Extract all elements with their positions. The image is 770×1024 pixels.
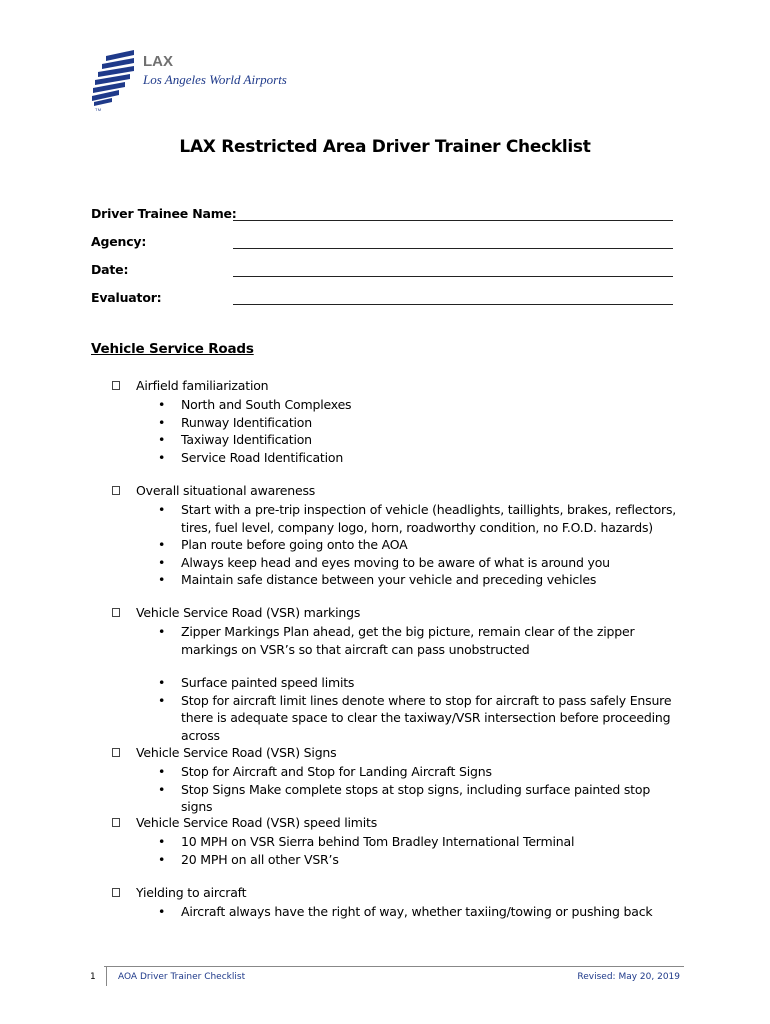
checklist-group-situational-awareness [112,483,682,589]
bullet-icon: • [158,764,166,779]
group-label: Yielding to aircraft [136,885,247,900]
bullet-icon: • [158,502,166,517]
bullet-icon: • [158,624,166,639]
bullet-icon: • [158,449,166,465]
footer-separator [106,966,107,986]
field-date [91,262,681,280]
page-number: 1 [90,972,96,982]
group-label: Vehicle Service Road (VSR) Signs [136,745,337,760]
footer-document-name: AOA Driver Trainer Checklist [118,972,246,982]
list-item: • Surface painted speed limits [158,675,355,691]
checkbox[interactable] [112,486,120,495]
list-item: • Zipper Markings Plan ahead, get the big picture, remain clear of the zipper markings on VSR’s so that aircraft can pass unobstructed [158,624,635,657]
fill-in-line[interactable] [233,304,673,305]
checkbox[interactable] [112,888,120,897]
list-item: • Stop for Aircraft and Stop for Landing Aircraft Signs [158,764,492,779]
group-label: Vehicle Service Road (VSR) speed limits [136,815,378,830]
bullet-icon: • [158,851,166,867]
list-item: • 10 MPH on VSR Sierra behind Tom Bradley International Terminal [158,834,575,849]
bullet-icon: • [158,554,166,570]
field-label: Date: [91,262,129,277]
checklist-group-yielding [112,885,682,921]
field-trainee-name [91,206,681,224]
bullet-icon: • [158,692,166,708]
logo-subtitle: Los Angeles World Airports [143,72,287,87]
logo-name: LAX [143,53,173,70]
bullet-icon: • [158,537,166,553]
group-label: Vehicle Service Road (VSR) markings [136,605,361,620]
list-item: • North and South Complexes [158,397,352,412]
checklist-group-vsr-markings [112,605,682,745]
section-heading: Vehicle Service Roads [91,341,254,357]
checklist-group-vsr-signs [112,745,682,816]
checkbox[interactable] [112,381,120,390]
checkbox[interactable] [112,748,120,757]
group-label: Airfield familiarization [136,378,269,393]
list-item: • Always keep head and eyes moving to be aware of what is around you [158,554,610,570]
field-label: Driver Trainee Name: [91,206,237,221]
checkbox[interactable] [112,608,120,617]
bullet-icon: • [158,432,166,448]
bullet-icon: • [158,414,166,430]
bullet-icon: • [158,904,166,919]
checklist-group-vsr-speed-limits [112,815,682,868]
field-label: Agency: [91,234,147,249]
field-evaluator [91,290,681,308]
fill-in-line[interactable] [233,248,673,249]
fill-in-line[interactable] [233,220,673,221]
list-item: • Maintain safe distance between your vehicle and preceding vehicles [158,572,597,588]
trademark-mark: TM [95,107,102,112]
lax-wing-logo-icon [92,50,134,106]
checklist-group-airfield [112,378,682,466]
document-title: LAX Restricted Area Driver Trainer Checklist [179,137,591,157]
checkbox[interactable] [112,818,120,827]
list-item: • Start with a pre-trip inspection of vehicle (headlights, taillights, brakes, reflectors, tires, fuel level, company logo, horn, roadworthy condition, no F.O.D. hazards) [158,502,677,535]
bullet-icon: • [158,675,166,691]
bullet-icon: • [158,397,166,412]
list-item: • Taxiway Identification [158,432,312,448]
fill-in-line[interactable] [233,276,673,277]
list-item: • Runway Identification [158,414,312,430]
field-agency [91,234,681,252]
list-item: • 20 MPH on all other VSR’s [158,851,339,867]
footer-revised-date: Revised: May 20, 2019 [577,972,680,982]
list-item: • Aircraft always have the right of way, whether taxiing/towing or pushing back [158,904,653,919]
field-label: Evaluator: [91,290,162,305]
footer-divider [104,966,684,967]
bullet-icon: • [158,572,166,588]
group-label: Overall situational awareness [136,483,316,498]
bullet-icon: • [158,834,166,849]
list-item: • Stop for aircraft limit lines denote where to stop for aircraft to pass safely Ensure there is adequate space to clear the taxiway/VSR intersection before proceeding across [158,692,672,743]
bullet-icon: • [158,781,166,797]
list-item: • Stop Signs Make complete stops at stop signs, including surface painted stop signs [158,781,651,815]
list-item: • Plan route before going onto the AOA [158,537,408,553]
list-item: • Service Road Identification [158,449,344,465]
